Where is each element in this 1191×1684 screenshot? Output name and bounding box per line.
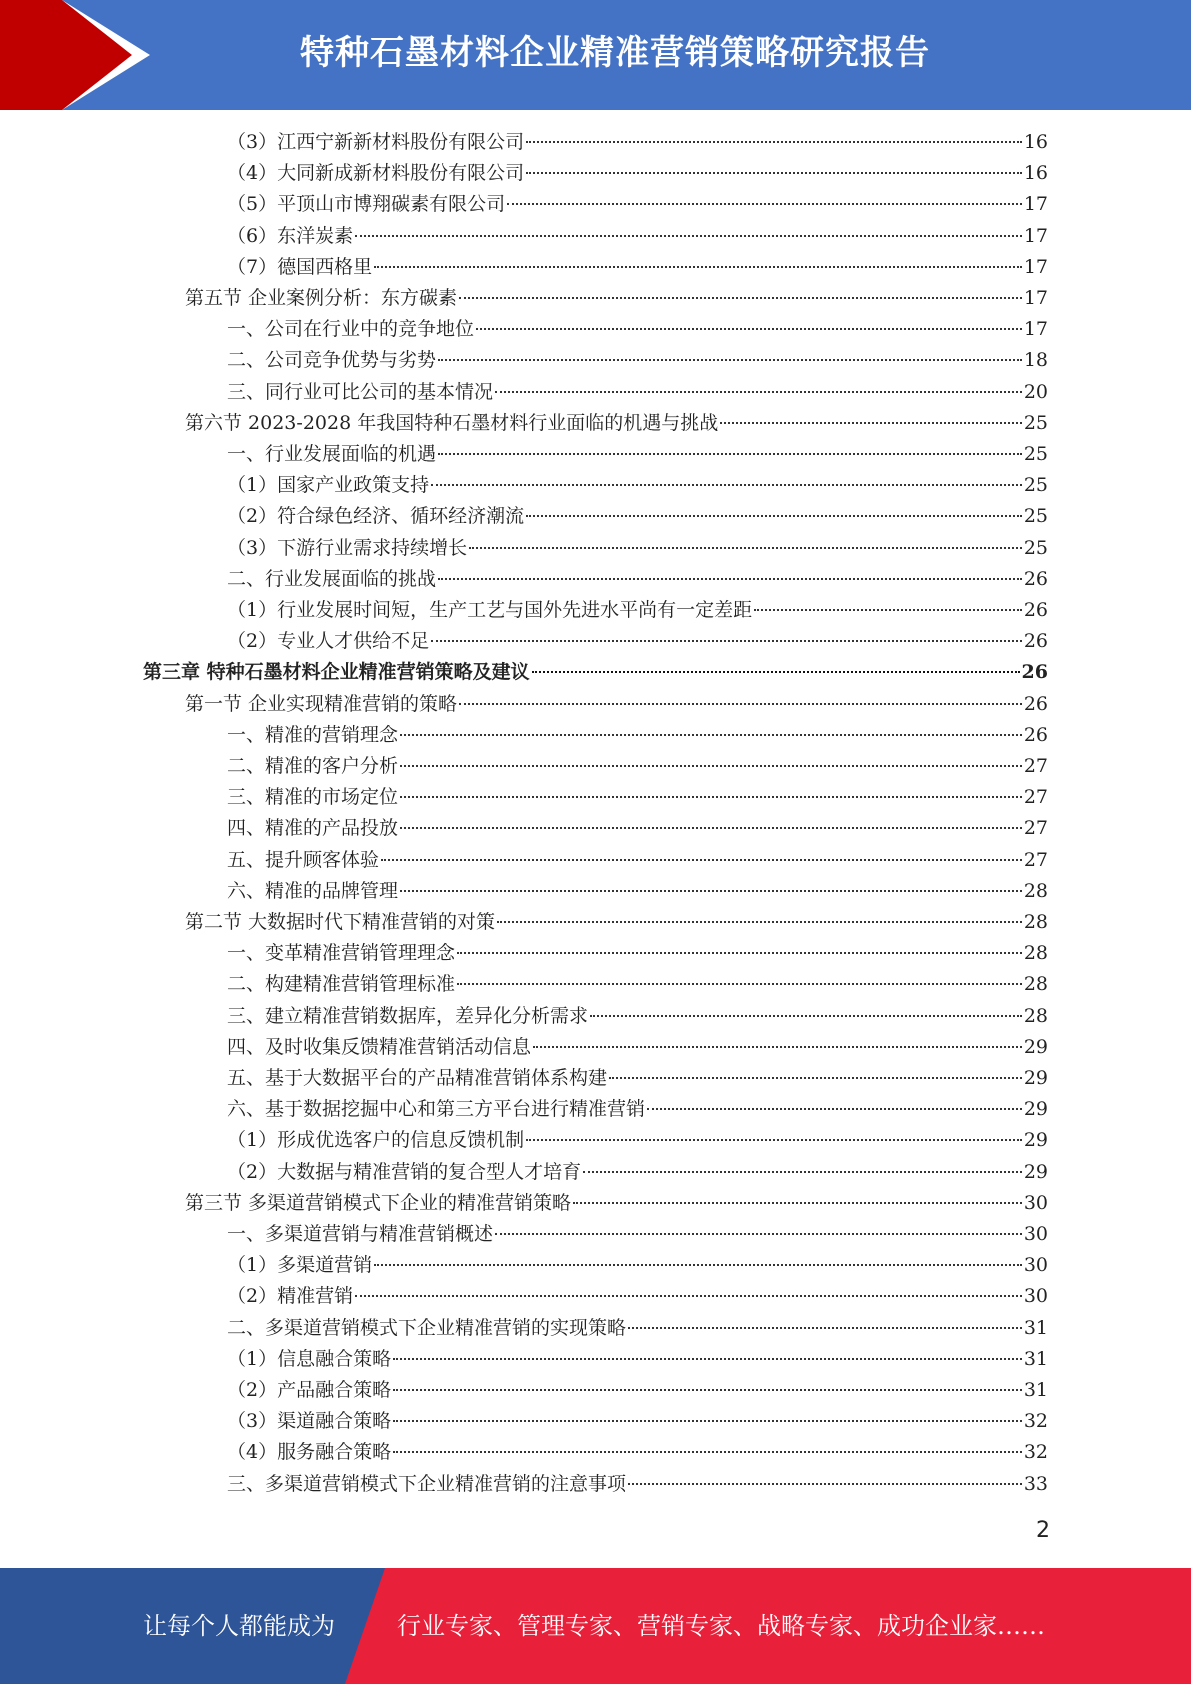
toc-entry-title: （2）符合绿色经济、循环经济潮流 [227,505,525,527]
toc-entry[interactable] [227,314,1048,344]
footer-band [0,1568,1191,1684]
toc-entry-page: 25 [1023,505,1048,527]
toc-entry-title: 五、基于大数据平台的产品精准营销体系构建 [227,1067,608,1089]
toc-entry[interactable] [227,1125,1048,1155]
toc-entry[interactable] [227,345,1048,375]
toc-entry-page: 26 [1023,599,1048,621]
toc-entry[interactable] [227,1375,1048,1405]
toc-entry[interactable] [227,1032,1048,1062]
toc-entry-page: 25 [1023,443,1048,465]
toc-leader-dots [476,328,1022,330]
toc-leader-dots [533,1046,1022,1048]
toc-leader-dots [431,640,1022,642]
toc-entry[interactable] [227,845,1048,875]
toc-entry-title: （2）大数据与精准营销的复合型人才培育 [227,1161,582,1183]
toc-entry-page: 30 [1023,1192,1048,1214]
toc-entry[interactable] [185,408,1048,438]
toc-entry-page: 31 [1023,1379,1048,1401]
toc-leader-dots [400,796,1022,798]
toc-entry[interactable] [227,938,1048,968]
toc-entry-title: （2）专业人才供给不足 [227,630,430,652]
toc-entry-title: （2）精准营销 [227,1285,354,1307]
toc-entry[interactable] [227,782,1048,812]
toc-entry[interactable] [227,969,1048,999]
toc-entry-title: （3）下游行业需求持续增长 [227,537,468,559]
toc-leader-dots [459,703,1022,705]
toc-entry-title: 三、建立精准营销数据库，差异化分析需求 [227,1005,589,1027]
toc-entry[interactable] [227,1001,1048,1031]
toc-entry[interactable] [227,751,1048,781]
toc-leader-dots [628,1327,1022,1329]
toc-entry[interactable] [227,501,1048,531]
toc-entry-title: （3）渠道融合策略 [227,1410,392,1432]
toc-entry[interactable] [227,1281,1048,1311]
toc-leader-dots [457,952,1022,954]
toc-entry-title: （7）德国西格里 [227,256,373,278]
toc-entry-page: 26 [1023,693,1048,715]
toc-entry-title: 第一节 企业实现精准营销的策略 [185,693,458,715]
toc-entry[interactable] [227,377,1048,407]
toc-entry-page: 28 [1023,911,1048,933]
toc-entry-page: 26 [1023,724,1048,746]
toc-leader-dots [526,172,1022,174]
toc-entry[interactable] [227,1313,1048,1343]
toc-entry-page: 17 [1023,225,1048,247]
toc-leader-dots [438,453,1022,455]
toc-entry[interactable] [227,1437,1048,1467]
toc-entry-page: 30 [1023,1254,1048,1276]
toc-leader-dots [507,203,1022,205]
toc-leader-dots [647,1108,1022,1110]
toc-entry-title: 第二节 大数据时代下精准营销的对策 [185,911,496,933]
toc-entry-title: 二、精准的客户分析 [227,755,399,777]
toc-entry-page: 30 [1023,1285,1048,1307]
toc-leader-dots [754,609,1022,611]
toc-leader-dots [526,141,1022,143]
toc-leader-dots [459,297,1022,299]
toc-entry[interactable] [227,720,1048,750]
toc-entry[interactable] [227,1344,1048,1374]
toc-entry-page: 28 [1023,1005,1048,1027]
toc-leader-dots [526,1139,1022,1141]
toc-entry[interactable] [227,813,1048,843]
toc-leader-dots [628,1483,1022,1485]
toc-entry[interactable] [227,564,1048,594]
toc-entry-page: 29 [1023,1067,1048,1089]
toc-entry-title: 一、多渠道营销与精准营销概述 [227,1223,494,1245]
toc-leader-dots [374,1264,1022,1266]
toc-entry-title: 三、多渠道营销模式下企业精准营销的注意事项 [227,1473,627,1495]
toc-entry-page: 27 [1023,755,1048,777]
toc-entry-title: （5）平顶山市博翔碳素有限公司 [227,193,506,215]
toc-entry[interactable] [227,189,1048,219]
header-arrow-decoration [0,0,160,110]
toc-entry-page: 17 [1023,256,1048,278]
toc-entry-title: 四、精准的产品投放 [227,817,399,839]
toc-entry-title: 一、公司在行业中的竞争地位 [227,318,475,340]
toc-leader-dots [573,1202,1022,1204]
toc-entry-title: 四、及时收集反馈精准营销活动信息 [227,1036,532,1058]
toc-entry-title: （3）江西宁新新材料股份有限公司 [227,131,525,153]
toc-entry[interactable] [227,470,1048,500]
report-title: 特种石墨材料企业精准营销策略研究报告 [300,33,930,73]
toc-entry-page: 25 [1023,537,1048,559]
toc-entry[interactable] [227,876,1048,906]
toc-entry-page: 32 [1023,1410,1048,1432]
toc-leader-dots [393,1389,1022,1391]
header-band [0,0,1191,110]
toc-leader-dots [609,1077,1022,1079]
toc-entry[interactable] [227,1063,1048,1093]
toc-entry-page: 18 [1023,349,1048,371]
toc-leader-dots [400,734,1022,736]
toc-entry[interactable] [227,626,1048,656]
toc-entry-page: 27 [1023,849,1048,871]
toc-entry-page: 28 [1023,880,1048,902]
toc-entry[interactable] [227,1157,1048,1187]
toc-entry-page: 27 [1023,817,1048,839]
toc-entry-title: 二、公司竞争优势与劣势 [227,349,437,371]
footer-tagline: 行业专家、管理专家、营销专家、战略专家、成功企业家…… [397,1612,1045,1640]
toc-entry[interactable] [227,158,1048,188]
toc-entry-page: 20 [1023,381,1048,403]
toc-entry-page: 17 [1023,318,1048,340]
toc-leader-dots [720,422,1022,424]
toc-entry-page: 27 [1023,786,1048,808]
toc-entry[interactable] [227,1219,1048,1249]
toc-entry-title: 二、多渠道营销模式下企业精准营销的实现策略 [227,1317,627,1339]
toc-entry-page: 29 [1023,1129,1048,1151]
toc-entry-page: 26 [1023,568,1048,590]
toc-entry-title: 六、基于数据挖掘中心和第三方平台进行精准营销 [227,1098,646,1120]
toc-leader-dots [532,671,1020,673]
toc-leader-dots [355,1295,1022,1297]
toc-entry-page: 26 [1023,630,1048,652]
toc-entry[interactable] [227,221,1048,251]
toc-entry-title: 第六节 2023-2028 年我国特种石墨材料行业面临的机遇与挑战 [185,412,719,434]
footer-slogan: 让每个人都能成为 [143,1612,335,1640]
toc-entry-page: 16 [1023,162,1048,184]
toc-leader-dots [497,921,1022,923]
toc-entry-page: 28 [1023,973,1048,995]
toc-entry-page: 17 [1023,287,1048,309]
toc-entry-page: 26 [1021,661,1048,683]
toc-entry[interactable] [227,252,1048,282]
toc-leader-dots [495,391,1022,393]
toc-entry-page: 31 [1023,1317,1048,1339]
toc-entry[interactable] [227,595,1048,625]
toc-entry[interactable] [227,439,1048,469]
toc-leader-dots [400,890,1022,892]
toc-entry-title: （1）形成优选客户的信息反馈机制 [227,1129,525,1151]
toc-entry-page: 31 [1023,1348,1048,1370]
toc-entry-title: 五、提升顾客体验 [227,849,380,871]
toc-entry-title: 三、同行业可比公司的基本情况 [227,381,494,403]
page-number: 2 [1036,1518,1050,1543]
toc-leader-dots [431,484,1022,486]
toc-entry-page: 25 [1023,474,1048,496]
toc-entry-page: 29 [1023,1036,1048,1058]
toc-entry[interactable] [227,127,1048,157]
toc-leader-dots [393,1451,1022,1453]
toc-entry[interactable] [185,689,1048,719]
toc-entry-title: （1）国家产业政策支持 [227,474,430,496]
toc-entry-page: 29 [1023,1161,1048,1183]
toc-entry-title: 三、精准的市场定位 [227,786,399,808]
toc-entry-title: 第五节 企业案例分析：东方碳素 [185,287,458,309]
toc-entry[interactable] [227,1469,1048,1499]
toc-leader-dots [381,859,1022,861]
toc-leader-dots [469,547,1022,549]
toc-entry-title: （4）大同新成新材料股份有限公司 [227,162,525,184]
toc-entry-title: 二、行业发展面临的挑战 [227,568,437,590]
toc-entry-title: 二、构建精准营销管理标准 [227,973,456,995]
toc-entry-title: （2）产品融合策略 [227,1379,392,1401]
toc-entry-page: 30 [1023,1223,1048,1245]
toc-leader-dots [438,578,1022,580]
toc-entry-title: （1）多渠道营销 [227,1254,373,1276]
toc-entry-title: 一、精准的营销理念 [227,724,399,746]
toc-leader-dots [526,515,1022,517]
toc-entry-page: 25 [1023,412,1048,434]
toc-entry-title: （1）信息融合策略 [227,1348,392,1370]
toc-entry-page: 17 [1023,193,1048,215]
toc-leader-dots [355,235,1022,237]
toc-entry-page: 16 [1023,131,1048,153]
toc-entry-title: 一、行业发展面临的机遇 [227,443,437,465]
toc-entry-page: 28 [1023,942,1048,964]
toc-entry[interactable] [185,1188,1048,1218]
toc-entry-title: （1）行业发展时间短，生产工艺与国外先进水平尚有一定差距 [227,599,753,621]
toc-entry[interactable] [227,1250,1048,1280]
toc-leader-dots [400,765,1022,767]
toc-leader-dots [583,1171,1022,1173]
toc-leader-dots [457,983,1022,985]
toc-entry-page: 32 [1023,1441,1048,1463]
toc-entry-title: 第三章 特种石墨材料企业精准营销策略及建议 [143,661,530,683]
toc-leader-dots [400,827,1022,829]
toc-entry-title: （6）东洋炭素 [227,225,354,247]
toc-entry-title: （4）服务融合策略 [227,1441,392,1463]
toc-entry[interactable] [227,1094,1048,1124]
toc-leader-dots [495,1233,1022,1235]
toc-leader-dots [590,1015,1022,1017]
toc-entry[interactable] [185,907,1048,937]
toc-entry-page: 29 [1023,1098,1048,1120]
toc-entry-title: 第三节 多渠道营销模式下企业的精准营销策略 [185,1192,572,1214]
toc-entry[interactable] [227,1406,1048,1436]
toc-entry[interactable] [143,657,1048,687]
toc-leader-dots [374,266,1022,268]
toc-entry[interactable] [227,533,1048,563]
toc-entry-page: 33 [1023,1473,1048,1495]
toc-leader-dots [393,1420,1022,1422]
toc-entry-title: 六、精准的品牌管理 [227,880,399,902]
toc-leader-dots [438,359,1022,361]
toc-entry[interactable] [185,283,1048,313]
toc-leader-dots [393,1358,1022,1360]
toc-entry-title: 一、变革精准营销管理理念 [227,942,456,964]
